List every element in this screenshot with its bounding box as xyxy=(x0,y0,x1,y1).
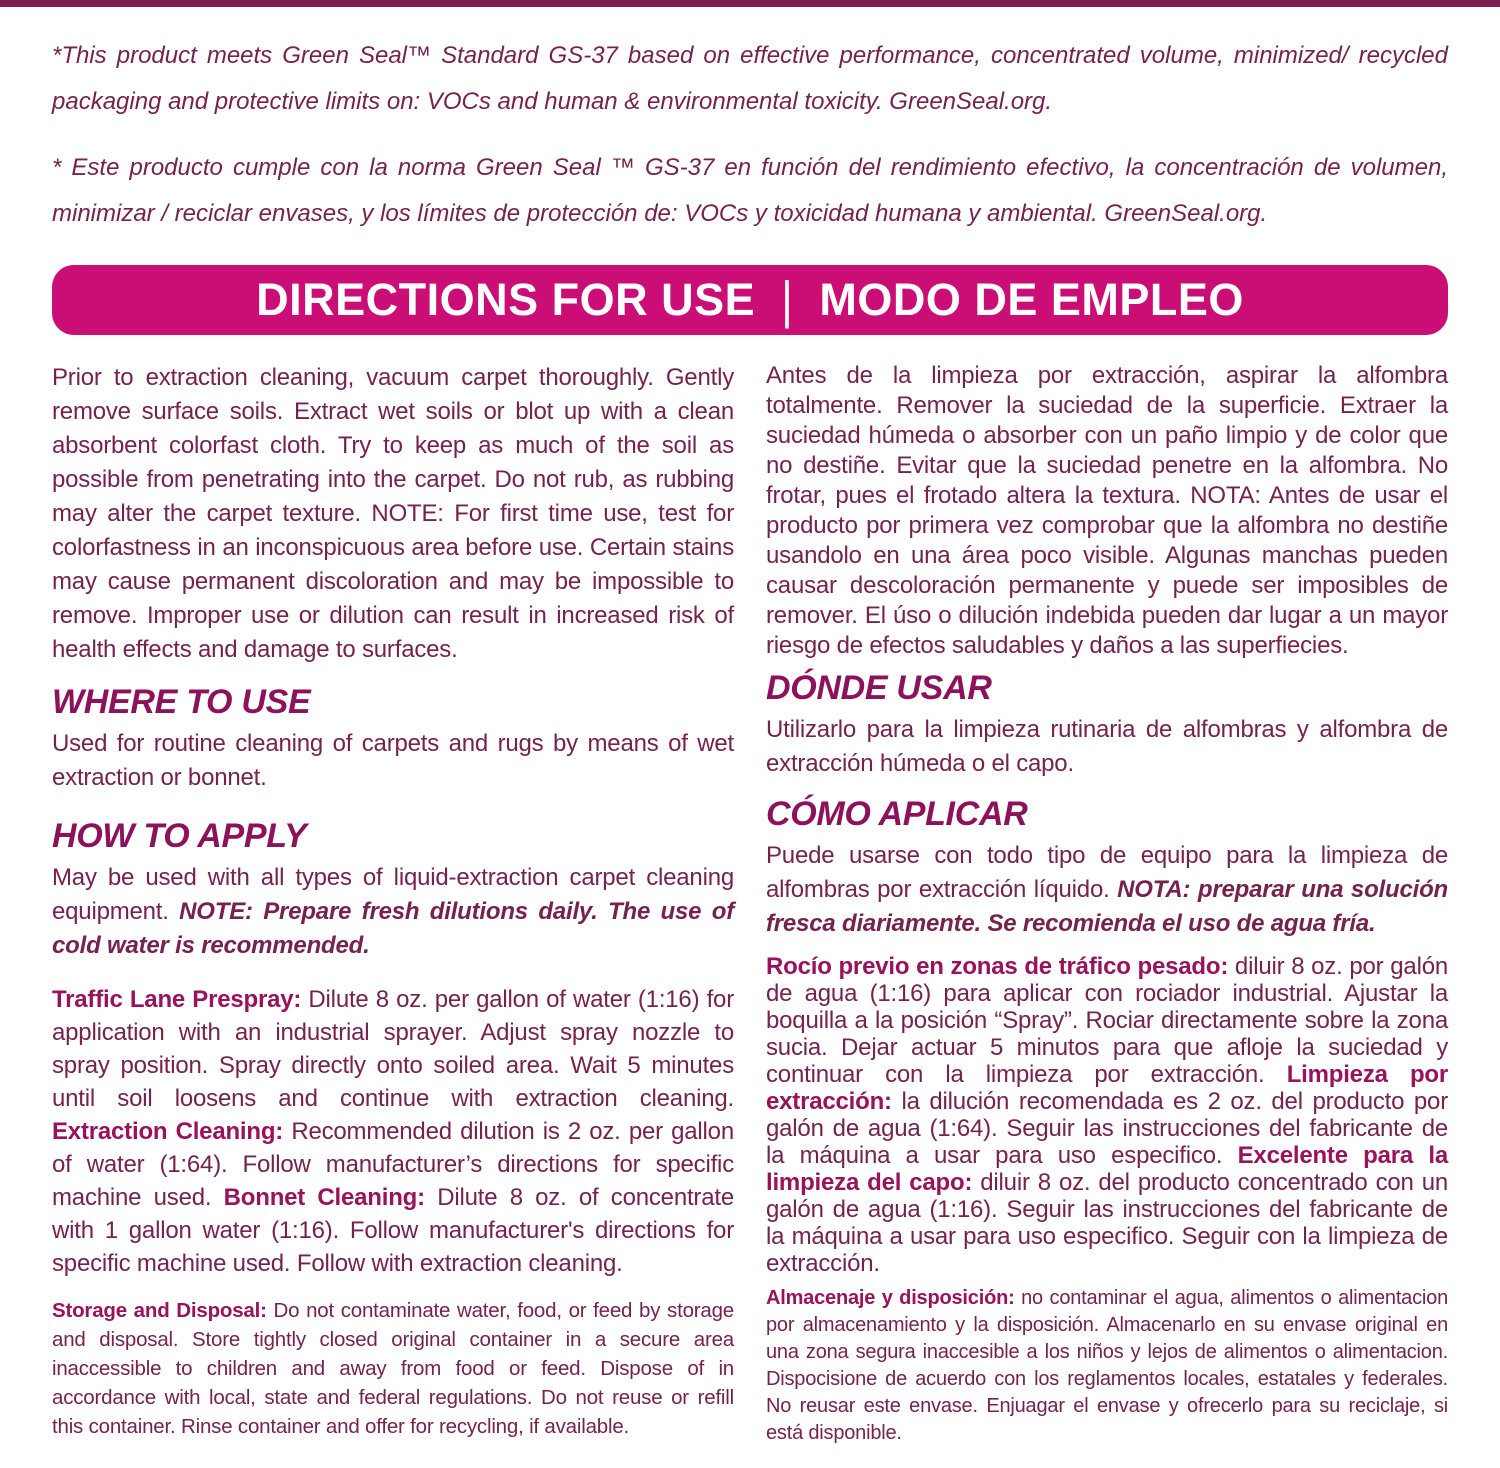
donde-usar-body-es: Utilizarlo para la limpieza rutinaria de alfombras y alfombra de extracción húmeda o el capo. xyxy=(766,716,1448,777)
banner-title-en: DIRECTIONS FOR USE xyxy=(256,274,756,325)
text-segment: Dilute 8 oz. of concentrate with 1 gallon water (1:16). Follow manufacturer's directions for specific machine used. Follow with extraction cleaning. xyxy=(52,1184,734,1277)
text-segment: diluir 8 oz. por galón de agua (1:16) para aplicar con rociador industrial. Ajustar la boquilla a la posición “Spray”. Rociar directamente sobre la zona sucia. Dejar actuar 5 minutos para que afloje la suciedad y continuar con la limpieza por extracción. xyxy=(766,953,1448,1088)
text-segment: Do not contaminate water, food, or feed by storage and disposal. Store tightly closed original container in a secure area inaccessible to children and away from food or feed. Dispose of in accordance with local, state and federal regulations. Do not reuse or refill this container. Rinse container and offer for recycling, if available. xyxy=(52,1299,734,1438)
text-segment: la dilución recomendada es 2 oz. del producto por galón de agua (1:64). Seguir las instrucciones del fabricante de la máquina a usar para uso especifico. xyxy=(766,1088,1448,1169)
spanish-column xyxy=(766,361,1448,1447)
almacenaje-paragraph-es xyxy=(766,1285,1448,1447)
two-column-directions xyxy=(52,361,1448,1447)
text-segment: Bonnet Cleaning: xyxy=(223,1184,438,1211)
banner-separator: | xyxy=(781,270,794,329)
how-to-apply-heading: HOW TO APPLY xyxy=(52,817,307,855)
top-accent-bar xyxy=(0,0,1500,7)
directions-banner xyxy=(52,265,1448,335)
english-column xyxy=(52,361,734,1447)
como-aplicar-heading: CÓMO APLICAR xyxy=(766,795,1028,833)
text-segment: NOTE: Prepare fresh dilutions daily. The use of cold water is recommended. xyxy=(52,898,734,959)
how-to-apply-body-en xyxy=(52,861,734,963)
donde-usar-heading: DÓNDE USAR xyxy=(766,669,992,707)
text-segment: Traffic Lane Prespray: xyxy=(52,986,309,1013)
text-segment: Rocío previo en zonas de tráfico pesado: xyxy=(766,953,1235,980)
text-segment: NOTA: preparar una solución fresca diariamente. Se recomienda el uso de agua fría. xyxy=(766,876,1448,937)
text-segment: Extraction Cleaning: xyxy=(52,1118,292,1145)
where-to-use-body-en: Used for routine cleaning of carpets and rugs by means of wet extraction or bonnet. xyxy=(52,730,734,791)
text-segment: Recommended dilution is 2 oz. per gallon of water (1:64). Follow manufacturer’s directions for specific machine used. xyxy=(52,1118,734,1211)
text-segment: May be used with all types of liquid-extraction carpet cleaning equipment. xyxy=(52,864,734,925)
application-paragraph-es xyxy=(766,953,1448,1277)
green-seal-disclaimer-es: * Este producto cumple con la norma Green Seal ™ GS-37 en función del rendimiento efectivo, la concentración de volumen, minimizar / reciclar envases, y los límites de protección de: VOCs y toxicidad humana y ambiental. GreenSeal.org. xyxy=(52,154,1448,227)
text-segment: Puede usarse con todo tipo de equipo para la limpieza de alfombras por extracción líquido. xyxy=(766,842,1448,903)
text-segment: no contaminar el agua, alimentos o alimentacion por almacenamiento y la disposición. Almacenarlo en su envase original en una zona segura inaccesible a los niños y lejos de alimentos o alimentacion. Dispocisione de acuerdo con los reglamentos locales, estatales y federales. No reusar este envase. Enjuagar el envase y ofrecerlo para su reciclaje, si está disponible. xyxy=(766,1287,1448,1444)
application-paragraph-en xyxy=(52,983,734,1280)
text-segment: diluir 8 oz. del producto concentrado con un galón de agua (1:16). Seguir las instrucciones del fabricante de la máquina a usar para uso especifico. Seguir con la limpieza de extracción. xyxy=(766,1169,1448,1277)
storage-disposal-paragraph-en xyxy=(52,1296,734,1441)
intro-paragraph-es: Antes de la limpieza por extracción, aspirar la alfombra totalmente. Remover la suciedad de la superficie. Extraer la suciedad húmeda o absorber con un paño limpio y de color que no destiñe. Evitar que la suciedad penetre en la alfombra. No frotar, pues el frotado altera la textura. NOTA: Antes de usar el producto por primera vez comprobar que la alfombra no destiñe usandolo en una área poco visible. Algunas manchas pueden causar descoloración permanente y puede ser imposibles de remover. El úso o dilución indebida pueden dar lugar a un mayor riesgo de efectos saludables y daños a las superfiecies. xyxy=(766,362,1448,659)
where-to-use-heading: WHERE TO USE xyxy=(52,683,311,721)
banner-title-es: MODO DE EMPLEO xyxy=(819,274,1244,325)
label-content xyxy=(0,33,1500,1447)
text-segment: Almacenaje y disposición: xyxy=(766,1287,1022,1309)
text-segment: Limpieza por extracción: xyxy=(766,1061,1449,1115)
como-aplicar-body-es xyxy=(766,839,1448,941)
green-seal-disclaimer-en: *This product meets Green Seal™ Standard GS-37 based on effective performance, concentrated volume, minimized/ recycled packaging and protective limits on: VOCs and human & environmental toxicity. GreenSeal.org. xyxy=(52,42,1448,115)
text-segment: Excelente para la limpieza del capo: xyxy=(766,1142,1448,1196)
text-segment: Dilute 8 oz. per gallon of water (1:16) for application with an industrial sprayer. Adjust spray nozzle to spray position. Spray directly onto soiled area. Wait 5 minutes until soil loosens and continue with extraction cleaning. xyxy=(52,986,734,1112)
text-segment: Storage and Disposal: xyxy=(52,1299,274,1322)
intro-paragraph-en: Prior to extraction cleaning, vacuum carpet thoroughly. Gently remove surface soils. Extract wet soils or blot up with a clean absorbent colorfast cloth. Try to keep as much of the soil as possible from penetrating into the carpet. Do not rub, as rubbing may alter the carpet texture. NOTE: For first time use, test for colorfastness in an inconspicuous area before use. Certain stains may cause permanent discoloration and may be impossible to remove. Improper use or dilution can result in increased risk of health effects and damage to surfaces. xyxy=(52,364,734,663)
